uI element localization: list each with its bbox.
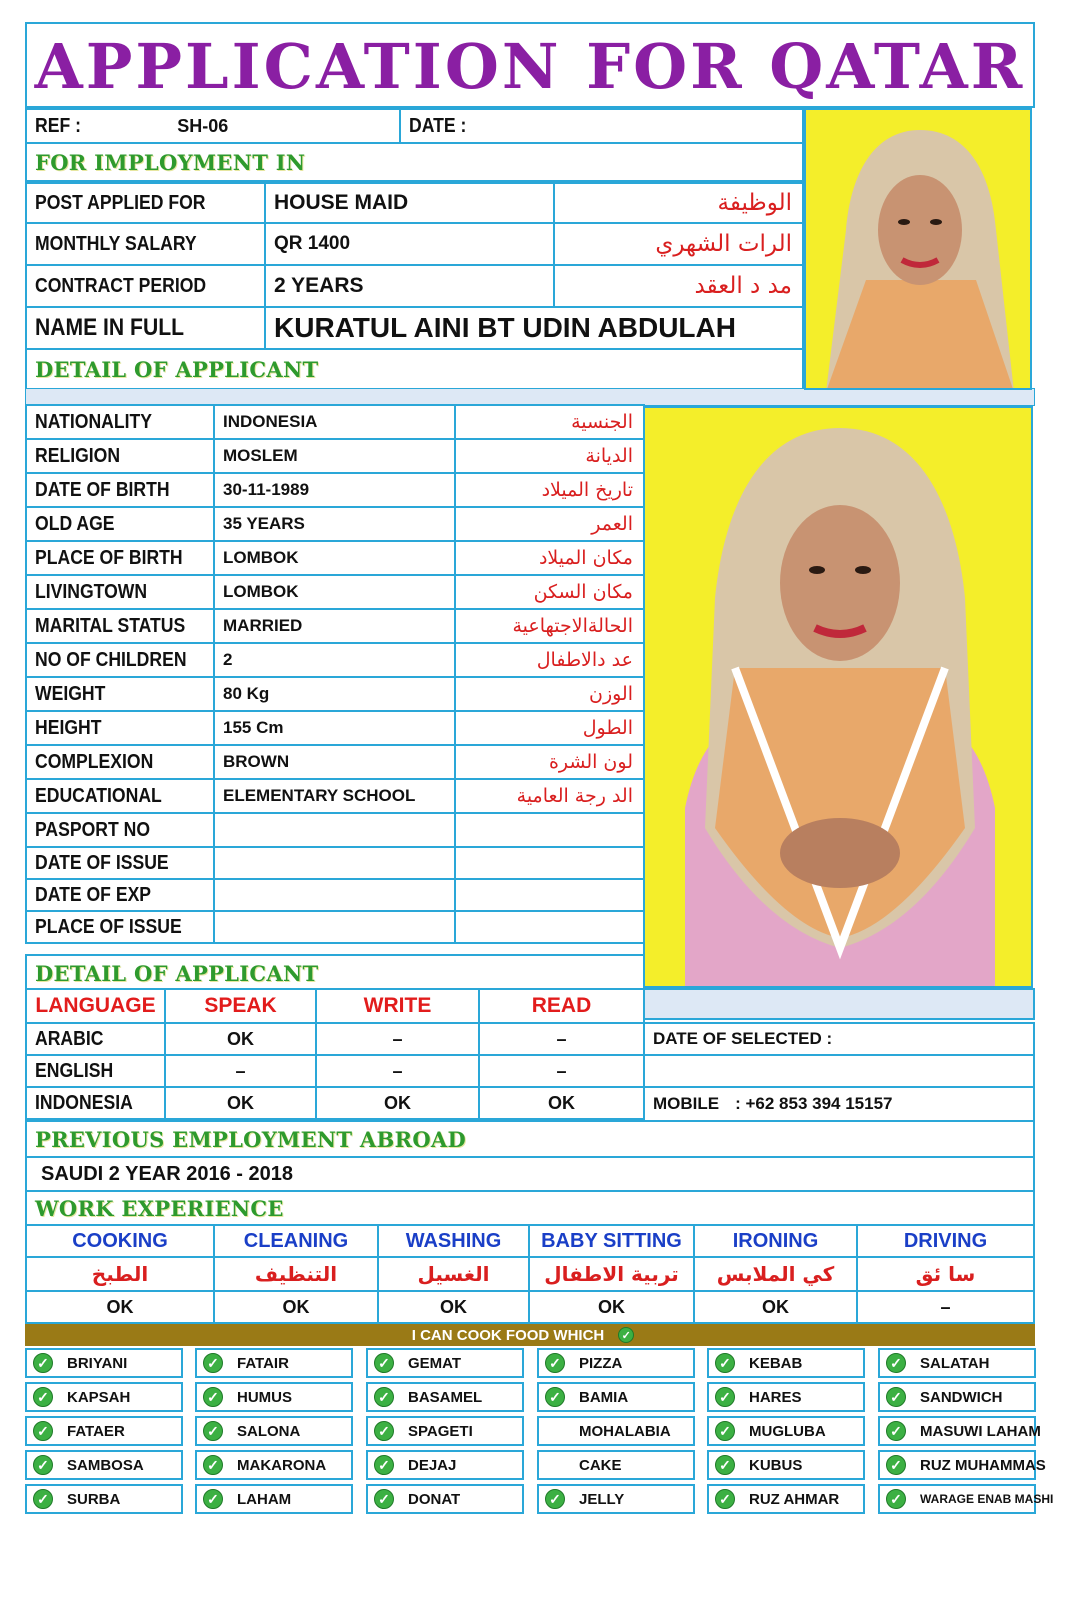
detail-label: NATIONALITY bbox=[35, 410, 152, 433]
detail-label: DATE OF EXP bbox=[35, 883, 152, 906]
detail-value: 2 bbox=[223, 650, 233, 669]
food-item bbox=[537, 1382, 695, 1412]
check-icon: ✓ bbox=[33, 1387, 53, 1407]
language-name: INDONESIA bbox=[35, 1091, 133, 1114]
food-item bbox=[366, 1348, 524, 1378]
language-write: – bbox=[392, 1028, 403, 1049]
language-speak-cell bbox=[164, 1054, 317, 1088]
check-icon: ✓ bbox=[886, 1353, 906, 1373]
detail-value: ELEMENTARY SCHOOL bbox=[223, 786, 416, 805]
check-icon: ✓ bbox=[374, 1455, 394, 1475]
work-arabic: الغسيل bbox=[417, 1262, 490, 1286]
check-icon: ✓ bbox=[715, 1421, 735, 1441]
check-icon: ✓ bbox=[886, 1489, 906, 1509]
contract-arabic: مد د العقد bbox=[694, 273, 792, 299]
food-item bbox=[707, 1382, 865, 1412]
detail-label: DATE OF ISSUE bbox=[35, 851, 169, 874]
food-name: MOHALABIA bbox=[579, 1422, 671, 1440]
detail-arabic: الجنسية bbox=[571, 411, 633, 433]
name-label: NAME IN FULL bbox=[35, 314, 184, 341]
check-icon: ✓ bbox=[545, 1353, 565, 1373]
detail-arabic-cell bbox=[454, 642, 645, 678]
detail-value: 30-11-1989 bbox=[223, 480, 310, 499]
work-status-cell bbox=[693, 1290, 858, 1324]
ref-label: REF : bbox=[35, 114, 81, 137]
check-icon: ✓ bbox=[886, 1387, 906, 1407]
detail-arabic-cell bbox=[454, 438, 645, 474]
work-status-cell bbox=[213, 1290, 379, 1324]
language-read-cell bbox=[478, 1086, 645, 1120]
food-name: BAMIA bbox=[579, 1388, 629, 1406]
detail-value-cell bbox=[213, 608, 456, 644]
work-header: CLEANING bbox=[243, 1229, 349, 1252]
detail-value: INDONESIA bbox=[223, 412, 318, 431]
food-item bbox=[878, 1348, 1036, 1378]
food-item bbox=[878, 1484, 1054, 1514]
post-label-cell bbox=[25, 182, 266, 224]
detail-value: 35 YEARS bbox=[223, 514, 305, 533]
language-speak: OK bbox=[227, 1028, 254, 1049]
detail-arabic-cell bbox=[454, 574, 645, 610]
food-item bbox=[707, 1416, 865, 1446]
check-icon: ✓ bbox=[33, 1353, 53, 1373]
work-arabic-cell bbox=[25, 1256, 215, 1292]
food-name: FATAIR bbox=[237, 1354, 289, 1372]
work-header: COOKING bbox=[72, 1229, 168, 1252]
detail-value-cell bbox=[213, 744, 456, 780]
previous-section bbox=[25, 1120, 1035, 1158]
detail-arabic: الد رجة العامية bbox=[516, 785, 633, 807]
language-write-cell bbox=[315, 1054, 480, 1088]
check-icon: ✓ bbox=[715, 1387, 735, 1407]
detail-arabic-cell bbox=[454, 608, 645, 644]
language-read: – bbox=[556, 1060, 567, 1081]
work-status-cell bbox=[377, 1290, 530, 1324]
contract-value-cell bbox=[264, 264, 555, 308]
work-header-cell bbox=[25, 1224, 215, 1258]
work-header-cell bbox=[377, 1224, 530, 1258]
check-icon: ✓ bbox=[374, 1489, 394, 1509]
food-name: DEJAJ bbox=[408, 1456, 457, 1474]
food-item bbox=[878, 1416, 1041, 1446]
detail-label: NO OF CHILDREN bbox=[35, 648, 187, 671]
food-name: MAKARONA bbox=[237, 1456, 327, 1474]
section-previous-title: PREVIOUS EMPLOYMENT ABROAD bbox=[35, 1126, 467, 1152]
detail2-section bbox=[25, 954, 645, 990]
check-icon: ✓ bbox=[545, 1489, 565, 1509]
contract-value: 2 YEARS bbox=[274, 274, 364, 297]
applicant-photo-large bbox=[643, 406, 1033, 988]
work-status-cell bbox=[528, 1290, 695, 1324]
work-arabic-cell bbox=[856, 1256, 1035, 1292]
detail-value-cell bbox=[213, 846, 456, 880]
detail-arabic-cell bbox=[454, 744, 645, 780]
work-status: – bbox=[940, 1296, 951, 1317]
check-icon: ✓ bbox=[715, 1455, 735, 1475]
food-name: LAHAM bbox=[237, 1490, 292, 1508]
food-name: HARES bbox=[749, 1388, 802, 1406]
food-item bbox=[25, 1450, 183, 1480]
detail-value: 155 Cm bbox=[223, 718, 284, 737]
language-read: OK bbox=[548, 1092, 575, 1113]
work-header: BABY SITTING bbox=[541, 1229, 682, 1252]
check-icon: ✓ bbox=[203, 1455, 223, 1475]
food-item bbox=[707, 1450, 865, 1480]
food-item bbox=[537, 1416, 695, 1446]
food-name: DONAT bbox=[408, 1490, 461, 1508]
language-name: ENGLISH bbox=[35, 1059, 114, 1082]
check-icon: ✓ bbox=[715, 1489, 735, 1509]
detail-value-cell bbox=[213, 642, 456, 678]
work-status: OK bbox=[106, 1296, 134, 1317]
language-write-cell bbox=[315, 1086, 480, 1120]
food-item bbox=[537, 1484, 695, 1514]
food-item bbox=[366, 1484, 524, 1514]
check-icon: ✓ bbox=[33, 1455, 53, 1475]
lang-header-language-text: LANGUAGE bbox=[35, 994, 156, 1017]
detail-arabic: مكان الميلاد bbox=[538, 547, 633, 569]
mobile-cell bbox=[643, 1086, 1035, 1122]
work-header-cell bbox=[693, 1224, 858, 1258]
food-name: MASUWI LAHAM bbox=[920, 1422, 1041, 1440]
separator-bar-2 bbox=[643, 988, 1035, 1020]
language-read-cell bbox=[478, 1054, 645, 1088]
name-label-cell bbox=[25, 306, 266, 350]
language-speak-cell bbox=[164, 1022, 317, 1056]
language-write: – bbox=[392, 1060, 403, 1081]
contract-label: CONTRACT PERIOD bbox=[35, 274, 207, 297]
food-name: JELLY bbox=[579, 1490, 625, 1508]
work-status-cell bbox=[25, 1290, 215, 1324]
detail-value: MARRIED bbox=[223, 616, 303, 635]
food-name: HUMUS bbox=[237, 1388, 292, 1406]
food-name: RUZ AHMAR bbox=[749, 1490, 840, 1508]
detail-section bbox=[25, 348, 804, 390]
language-write: OK bbox=[384, 1092, 411, 1113]
food-item bbox=[195, 1348, 353, 1378]
food-item bbox=[878, 1382, 1036, 1412]
detail-label: HEIGHT bbox=[35, 716, 102, 739]
mobile-value: : +62 853 394 15157 bbox=[735, 1094, 893, 1113]
work-arabic-cell bbox=[213, 1256, 379, 1292]
detail-value-cell bbox=[213, 878, 456, 912]
previous-employment-value: SAUDI 2 YEAR 2016 - 2018 bbox=[41, 1162, 293, 1185]
detail-label-cell bbox=[25, 506, 215, 542]
detail-label: PLACE OF BIRTH bbox=[35, 546, 183, 569]
detail-label: OLD AGE bbox=[35, 512, 115, 535]
check-icon: ✓ bbox=[715, 1353, 735, 1373]
applicant-photo-small bbox=[804, 108, 1032, 390]
detail-arabic: تاريخ الميلاد bbox=[541, 479, 633, 501]
detail-value-cell bbox=[213, 676, 456, 712]
check-icon: ✓ bbox=[203, 1421, 223, 1441]
contract-label-cell bbox=[25, 264, 266, 308]
section-detail2-title: DETAIL OF APPLICANT bbox=[35, 960, 319, 986]
food-item bbox=[25, 1416, 183, 1446]
food-item bbox=[195, 1450, 353, 1480]
detail-label-cell bbox=[25, 642, 215, 678]
lang-header-language bbox=[25, 988, 166, 1024]
food-name: SALATAH bbox=[920, 1354, 990, 1372]
work-header-cell bbox=[856, 1224, 1035, 1258]
check-icon: ✓ bbox=[618, 1327, 634, 1343]
food-name: SURBA bbox=[67, 1490, 121, 1508]
detail-arabic: عد دالاطفال bbox=[536, 649, 633, 671]
detail-arabic-cell bbox=[454, 778, 645, 814]
check-icon: ✓ bbox=[203, 1387, 223, 1407]
detail-arabic: الديانة bbox=[585, 445, 633, 467]
food-name: PIZZA bbox=[579, 1354, 623, 1372]
work-arabic-cell bbox=[377, 1256, 530, 1292]
food-item bbox=[878, 1450, 1046, 1480]
detail-value-cell bbox=[213, 812, 456, 848]
food-name: SALONA bbox=[237, 1422, 301, 1440]
food-item bbox=[195, 1382, 353, 1412]
detail-value-cell bbox=[213, 778, 456, 814]
language-read: – bbox=[556, 1028, 567, 1049]
food-name: BASAMEL bbox=[408, 1388, 483, 1406]
cook-banner-text: I CAN COOK FOOD WHICH bbox=[411, 1326, 605, 1344]
detail-label-cell bbox=[25, 608, 215, 644]
work-arabic: تربية الاطفال bbox=[544, 1262, 679, 1286]
detail-label-cell bbox=[25, 846, 215, 880]
salary-label: MONTHLY SALARY bbox=[35, 232, 197, 255]
check-icon: ✓ bbox=[33, 1489, 53, 1509]
salary-label-cell bbox=[25, 222, 266, 266]
check-icon: ✓ bbox=[374, 1387, 394, 1407]
food-name: SANDWICH bbox=[920, 1388, 1003, 1406]
detail-arabic-cell bbox=[454, 878, 645, 912]
food-name: CAKE bbox=[579, 1456, 622, 1474]
food-name: KEBAB bbox=[749, 1354, 803, 1372]
work-arabic: كي الملابس bbox=[716, 1262, 835, 1286]
work-header: WASHING bbox=[405, 1229, 502, 1252]
detail-value-cell bbox=[213, 506, 456, 542]
post-value-cell bbox=[264, 182, 555, 224]
lang-header-speak bbox=[164, 988, 317, 1024]
work-status: OK bbox=[598, 1296, 625, 1317]
work-arabic: الطبخ bbox=[91, 1262, 149, 1286]
detail-value-cell bbox=[213, 404, 456, 440]
detail-label-cell bbox=[25, 676, 215, 712]
food-name: BRIYANI bbox=[67, 1354, 128, 1372]
detail-label: WEIGHT bbox=[35, 682, 106, 705]
detail-arabic: لون الشرة bbox=[548, 751, 633, 773]
cook-banner bbox=[25, 1324, 1035, 1346]
work-header-cell bbox=[528, 1224, 695, 1258]
section-employment-title: FOR IMPLOYMENT IN bbox=[35, 149, 306, 175]
blank-right-cell bbox=[643, 1054, 1035, 1088]
language-name: ARABIC bbox=[35, 1027, 104, 1050]
detail-label-cell bbox=[25, 778, 215, 814]
food-name: MUGLUBA bbox=[749, 1422, 826, 1440]
work-status: OK bbox=[762, 1296, 789, 1317]
page-title: APPLICATION FOR QATAR bbox=[34, 30, 1026, 103]
food-item bbox=[25, 1382, 183, 1412]
detail-arabic-cell bbox=[454, 846, 645, 880]
language-speak: – bbox=[235, 1060, 246, 1081]
detail-label: RELIGION bbox=[35, 444, 121, 467]
detail-value-cell bbox=[213, 574, 456, 610]
detail-value: LOMBOK bbox=[223, 548, 299, 567]
food-name: FATAER bbox=[67, 1422, 125, 1440]
detail-label: DATE OF BIRTH bbox=[35, 478, 170, 501]
detail-label: PASPORT NO bbox=[35, 818, 151, 841]
lang-header-read bbox=[478, 988, 645, 1024]
work-status: OK bbox=[440, 1296, 467, 1317]
language-speak: OK bbox=[227, 1092, 254, 1113]
date-selected-cell bbox=[643, 1022, 1035, 1056]
check-icon: ✓ bbox=[886, 1421, 906, 1441]
detail-value-cell bbox=[213, 540, 456, 576]
food-item bbox=[537, 1348, 695, 1378]
lang-header-write bbox=[315, 988, 480, 1024]
detail-arabic-cell bbox=[454, 404, 645, 440]
detail-value: BROWN bbox=[223, 752, 290, 771]
detail-label-cell bbox=[25, 812, 215, 848]
post-arabic: الوظيفة bbox=[717, 190, 792, 216]
detail-arabic-cell bbox=[454, 540, 645, 576]
detail-value-cell bbox=[213, 910, 456, 944]
empty-check-icon bbox=[545, 1455, 565, 1475]
food-item bbox=[707, 1348, 865, 1378]
work-status: OK bbox=[282, 1296, 310, 1317]
salary-arabic: الرات الشهري bbox=[655, 231, 792, 257]
salary-value: QR 1400 bbox=[274, 233, 351, 254]
food-name: KAPSAH bbox=[67, 1388, 131, 1406]
detail-label: COMPLEXION bbox=[35, 750, 154, 773]
lang-header-read-text: READ bbox=[531, 994, 592, 1017]
salary-value-cell bbox=[264, 222, 555, 266]
detail-value-cell bbox=[213, 710, 456, 746]
work-arabic: التنظيف bbox=[254, 1262, 338, 1286]
work-header: DRIVING bbox=[903, 1229, 988, 1252]
name-value-cell bbox=[264, 306, 804, 350]
language-name-cell bbox=[25, 1054, 166, 1088]
detail-arabic-cell bbox=[454, 910, 645, 944]
check-icon: ✓ bbox=[545, 1387, 565, 1407]
language-name-cell bbox=[25, 1022, 166, 1056]
food-item bbox=[366, 1382, 524, 1412]
food-item bbox=[366, 1416, 524, 1446]
detail-arabic-cell bbox=[454, 710, 645, 746]
detail-arabic: الطول bbox=[582, 717, 633, 739]
food-item bbox=[25, 1348, 183, 1378]
detail-value: LOMBOK bbox=[223, 582, 299, 601]
detail-value: MOSLEM bbox=[223, 446, 298, 465]
check-icon: ✓ bbox=[374, 1353, 394, 1373]
contract-arabic-cell bbox=[553, 264, 804, 308]
previous-employment-cell bbox=[25, 1156, 1035, 1192]
food-name: SAMBOSA bbox=[67, 1456, 144, 1474]
food-name: GEMAT bbox=[408, 1354, 462, 1372]
detail-arabic-cell bbox=[454, 472, 645, 508]
detail-label-cell bbox=[25, 910, 215, 944]
food-name: KUBUS bbox=[749, 1456, 803, 1474]
salary-arabic-cell bbox=[553, 222, 804, 266]
check-icon: ✓ bbox=[886, 1455, 906, 1475]
detail-label-cell bbox=[25, 438, 215, 474]
food-item bbox=[25, 1484, 183, 1514]
language-name-cell bbox=[25, 1086, 166, 1120]
food-item bbox=[195, 1416, 353, 1446]
empty-check-icon bbox=[545, 1421, 565, 1441]
section-work-title: WORK EXPERIENCE bbox=[35, 1195, 284, 1221]
work-arabic-cell bbox=[693, 1256, 858, 1292]
check-icon: ✓ bbox=[33, 1421, 53, 1441]
post-arabic-cell bbox=[553, 182, 804, 224]
language-write-cell bbox=[315, 1022, 480, 1056]
detail-label-cell bbox=[25, 540, 215, 576]
language-read-cell bbox=[478, 1022, 645, 1056]
date-selected-label: DATE OF SELECTED : bbox=[653, 1029, 833, 1048]
detail-label-cell bbox=[25, 574, 215, 610]
detail-label: MARITAL STATUS bbox=[35, 614, 186, 637]
detail-arabic-cell bbox=[454, 506, 645, 542]
lang-header-write-text: WRITE bbox=[363, 994, 432, 1017]
check-icon: ✓ bbox=[203, 1489, 223, 1509]
food-name: WARAGE ENAB MASHI bbox=[920, 1492, 1054, 1506]
post-label: POST APPLIED FOR bbox=[35, 191, 206, 214]
detail-arabic: العمر bbox=[591, 513, 633, 535]
food-name: RUZ MUHAMMAS bbox=[920, 1456, 1046, 1474]
detail-arabic: مكان السكن bbox=[533, 581, 633, 603]
work-header-cell bbox=[213, 1224, 379, 1258]
employment-section bbox=[25, 142, 804, 182]
detail-label-cell bbox=[25, 878, 215, 912]
detail-arabic-cell bbox=[454, 812, 645, 848]
work-header: IRONING bbox=[732, 1229, 819, 1252]
detail-value-cell bbox=[213, 472, 456, 508]
mobile-label: MOBILE bbox=[653, 1094, 720, 1113]
work-section bbox=[25, 1190, 1035, 1226]
section-detail-title: DETAIL OF APPLICANT bbox=[35, 356, 319, 382]
work-status-cell bbox=[856, 1290, 1035, 1324]
ref-value: SH-06 bbox=[177, 115, 229, 136]
detail-value-cell bbox=[213, 438, 456, 474]
post-value: HOUSE MAID bbox=[274, 191, 409, 214]
detail-label: EDUCATIONAL bbox=[35, 784, 162, 807]
food-name: SPAGETI bbox=[408, 1422, 473, 1440]
detail-arabic: الوزن bbox=[588, 683, 633, 705]
food-item bbox=[707, 1484, 865, 1514]
detail-label-cell bbox=[25, 472, 215, 508]
date-cell bbox=[399, 108, 804, 144]
detail-arabic: الحالةالاجتهاعية bbox=[512, 615, 633, 637]
food-item bbox=[537, 1450, 695, 1480]
detail-value: 80 Kg bbox=[223, 684, 270, 703]
work-arabic-cell bbox=[528, 1256, 695, 1292]
detail-label-cell bbox=[25, 744, 215, 780]
check-icon: ✓ bbox=[203, 1353, 223, 1373]
ref-cell bbox=[25, 108, 401, 144]
name-value: KURATUL AINI BT UDIN ABDULAH bbox=[274, 312, 736, 343]
detail-label-cell bbox=[25, 404, 215, 440]
check-icon: ✓ bbox=[374, 1421, 394, 1441]
food-item bbox=[195, 1484, 353, 1514]
detail-label-cell bbox=[25, 710, 215, 746]
language-speak-cell bbox=[164, 1086, 317, 1120]
detail-arabic-cell bbox=[454, 676, 645, 712]
food-item bbox=[366, 1450, 524, 1480]
work-arabic: سا ئق bbox=[915, 1262, 976, 1286]
date-label: DATE : bbox=[409, 114, 467, 137]
detail-label: LIVINGTOWN bbox=[35, 580, 148, 603]
detail-label: PLACE OF ISSUE bbox=[35, 915, 182, 938]
lang-header-speak-text: SPEAK bbox=[204, 994, 277, 1017]
